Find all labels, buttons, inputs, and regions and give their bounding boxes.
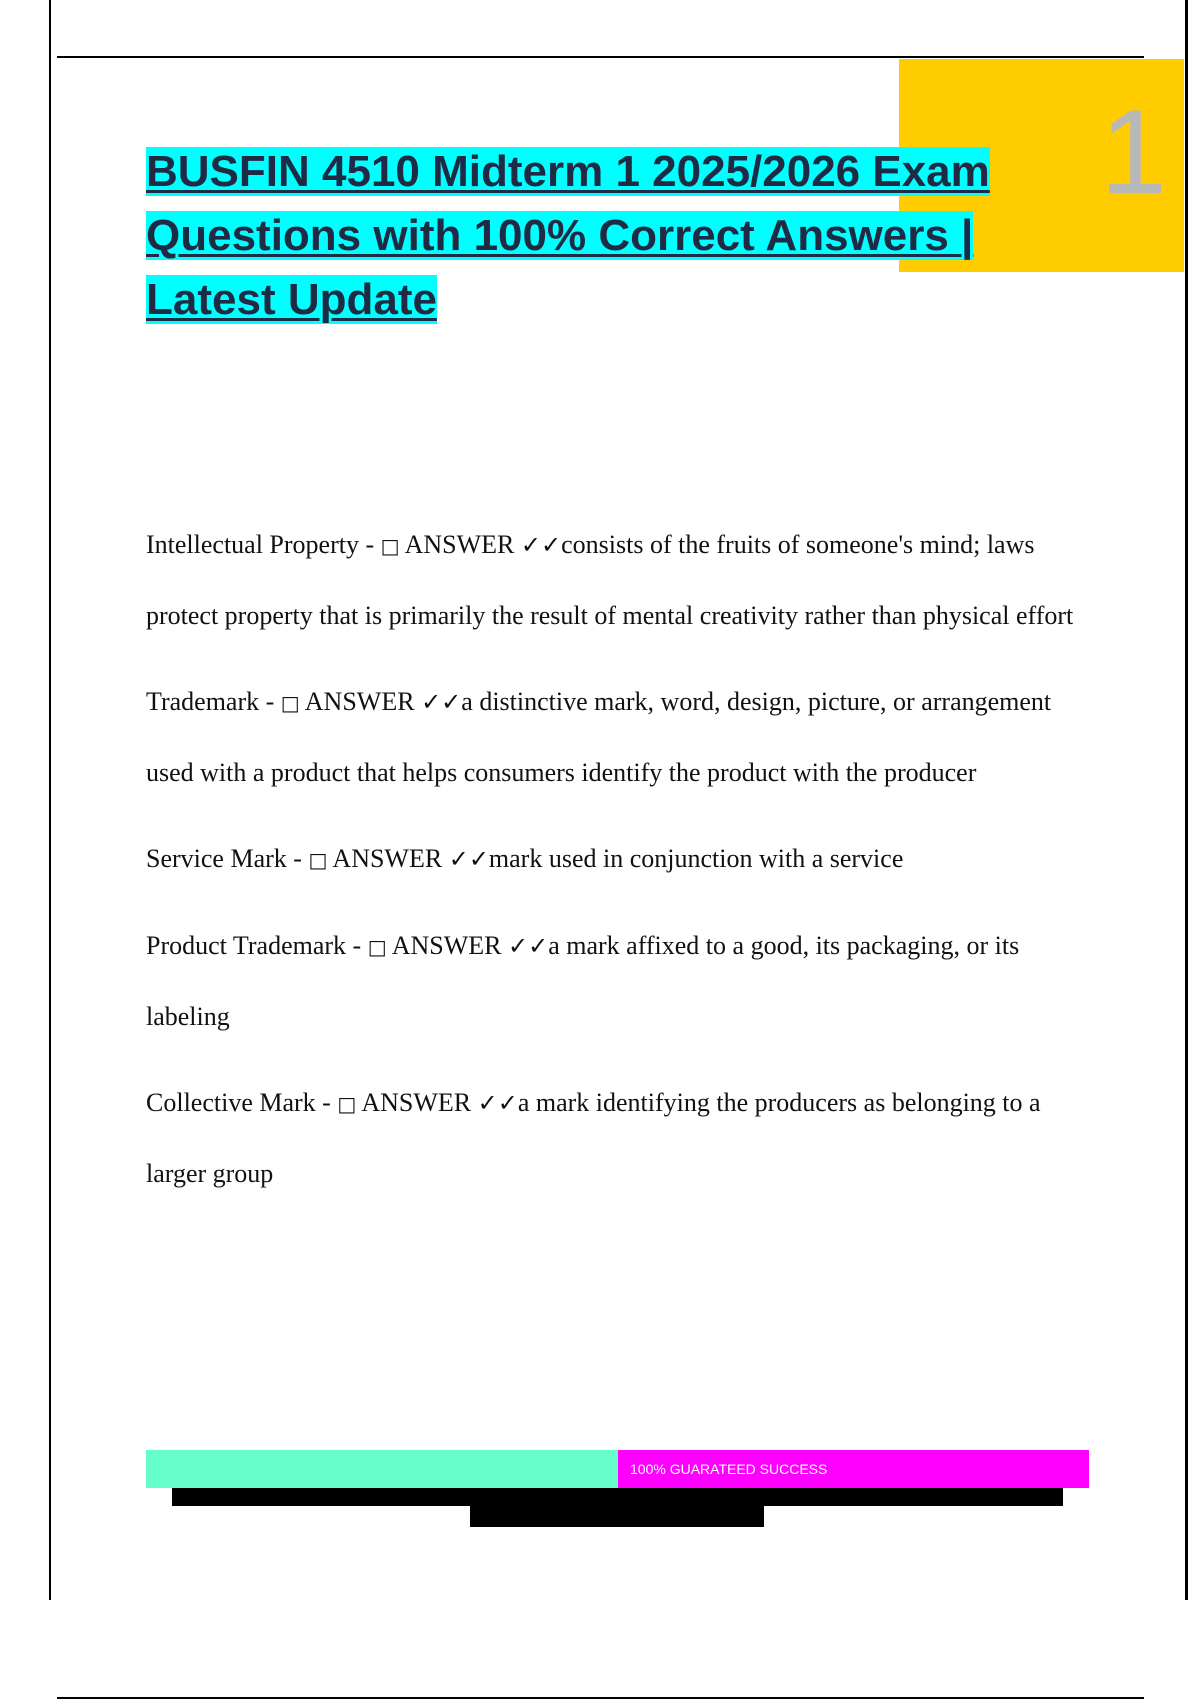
answer-marker-icon: □	[280, 691, 300, 715]
answer-label: ANSWER	[304, 687, 415, 716]
bottom-rule	[57, 1697, 1144, 1699]
page-border-right	[1185, 0, 1188, 1600]
answer-label: ANSWER	[332, 844, 443, 873]
qa-item	[146, 1068, 1096, 1209]
qa-answer: a mark affixed to a good, its packaging, or its labeling	[146, 931, 1020, 1031]
page-border-left	[49, 0, 51, 1600]
footer-redaction-bar	[172, 1488, 1063, 1506]
qa-item	[146, 824, 1096, 895]
qa-answer: consists of the fruits of someone's mind; laws protect property that is primarily the result of mental creativity rather than physical effort	[146, 530, 1074, 630]
qa-item	[146, 667, 1096, 808]
qa-answer: a distinctive mark, word, design, picture, or arrangement used with a product that helps consumers identify the product with the producer	[146, 687, 1052, 787]
qa-term: Product Trademark -	[146, 931, 362, 960]
double-check-icon: ✓✓	[477, 1089, 518, 1117]
qa-item	[146, 911, 1096, 1052]
qa-answer: mark used in conjunction with a service	[488, 844, 904, 873]
qa-answer: a mark identifying the producers as belonging to a larger group	[146, 1088, 1041, 1188]
qa-list	[146, 510, 1096, 1225]
answer-label: ANSWER	[361, 1088, 472, 1117]
answer-marker-icon: □	[308, 848, 328, 872]
footer-banner	[146, 1450, 1089, 1488]
double-check-icon: ✓✓	[507, 932, 549, 960]
title-text: BUSFIN 4510 Midterm 1 2025/2026 Exam Questions with 100% Correct Answers | Latest Update	[146, 147, 990, 324]
qa-term: Intellectual Property -	[146, 530, 375, 559]
qa-term: Trademark -	[146, 687, 275, 716]
qa-term: Collective Mark -	[146, 1088, 331, 1117]
double-check-icon: ✓✓	[421, 688, 462, 716]
footer-banner-left	[146, 1450, 618, 1488]
answer-marker-icon: □	[367, 935, 387, 959]
document-title	[146, 140, 1086, 332]
footer-banner-text: 100% GUARATEED SUCCESS	[618, 1450, 1089, 1488]
footer-redaction-bar	[470, 1506, 764, 1527]
answer-label: ANSWER	[404, 530, 515, 559]
page-number: 1	[1100, 85, 1167, 219]
qa-item	[146, 510, 1096, 651]
answer-label: ANSWER	[391, 931, 502, 960]
double-check-icon: ✓✓	[448, 845, 489, 873]
top-rule	[57, 56, 1144, 58]
double-check-icon: ✓✓	[520, 531, 562, 559]
answer-marker-icon: □	[380, 534, 400, 558]
qa-term: Service Mark -	[146, 844, 302, 873]
answer-marker-icon: □	[337, 1092, 357, 1116]
